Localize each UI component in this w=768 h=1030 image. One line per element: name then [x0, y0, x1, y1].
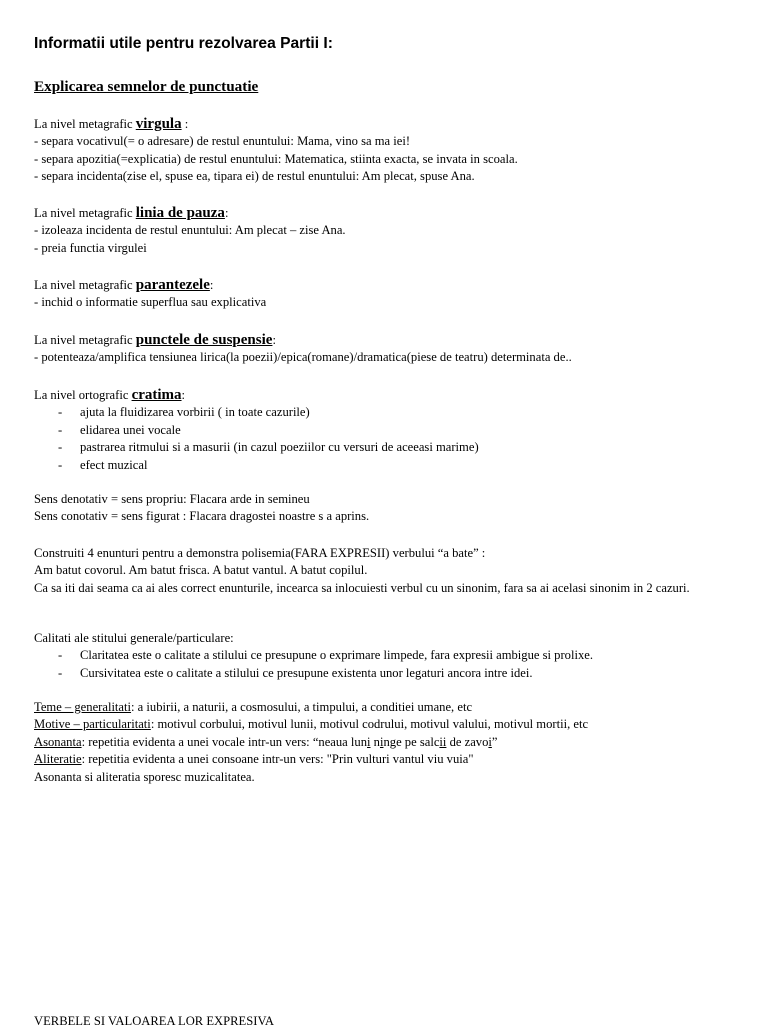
asonanta-text: : repetitia evidenta a unei vocale intr-un vers: “neaua lun [81, 734, 368, 749]
polisemie-line: Am batut covorul. Am batut frisca. A batut vantul. A batut copilul. [34, 563, 368, 578]
asonanta-vowel: i [379, 734, 384, 749]
motive-text: : motivul corbului, motivul lunii, motivul codrului, motivul valului, motivul mortii, etc [150, 717, 589, 732]
virgula-line: - separa apozitia(=explicatia) de restul enuntului: Matematica, stiinta exacta, se invata in scoala. [34, 151, 518, 166]
parantezele-line: - inchid o informatie superflua sau explicativa [34, 295, 267, 310]
teme-text: : a iubirii, a naturii, a cosmosului, a timpului, a conditiei umane, etc [131, 700, 473, 714]
next-section-title: VERBELE SI VALOAREA LOR EXPRESIVA [34, 1014, 275, 1028]
cratima-prefix: La nivel ortografic [34, 388, 132, 402]
aliteratie-line [34, 751, 759, 768]
linia-line: - preia functia virgulei [34, 240, 147, 255]
parantezele-heading [34, 277, 759, 294]
parantezele-section [34, 277, 759, 312]
virgula-line: - separa incidenta(zise el, spuse ea, tipara ei) de restul enuntului: Am plecat, spuse Ana. [34, 169, 475, 184]
linia-prefix: La nivel metagrafic [34, 206, 136, 220]
cratima-section [34, 387, 759, 474]
asonanta-vowel: i [367, 734, 371, 749]
aliteratie-text: : repetitia evidenta a unei consoane intr-un vers: "Prin vulturi vantul viu vuia" [81, 752, 474, 767]
linia-line: - izoleaza incidenta de restul enuntului: Am plecat – zise Ana. [34, 223, 346, 238]
motive-line [34, 716, 759, 733]
cratima-suffix: : [181, 388, 186, 402]
parantezele-prefix: La nivel metagrafic [34, 278, 136, 292]
list-item: - Claritatea este o calitate a stilului ce presupune o exprimare limpede, fara expresii ambigue si prolixe. [58, 647, 759, 664]
aliteratie-label: Aliteratie [34, 752, 82, 767]
virgula-suffix: : [181, 117, 189, 131]
linia-suffix: : [224, 206, 229, 220]
suspensie-prefix: La nivel metagrafic [34, 333, 136, 347]
suspensie-section [34, 332, 759, 367]
virgula-heading [34, 116, 759, 133]
cratima-list [34, 404, 759, 474]
document-title: Informatii utile pentru rezolvarea Partii I: [34, 35, 333, 52]
linia-term: linia de pauza [135, 205, 225, 221]
suspensie-line: - potenteaza/amplifica tensiunea lirica(la poezii)/epica(romane)/dramatica(piese de teatru) determinata de.. [34, 350, 572, 365]
polisemie-line: Ca sa iti dai seama ca ai ales correct enunturile, incearca sa inlocuiesti verbul cu un sinonim, fara sa ai acelasi sinonim in 2 cazuri. [34, 580, 690, 595]
virgula-line: - separa vocativul(= o adresare) de restul enuntului: Mama, vino sa ma iei! [34, 134, 411, 149]
teme-label: Teme – generalitati [34, 700, 132, 714]
list-item: - ajuta la fluidizarea vorbirii ( in toate cazurile) [58, 404, 759, 421]
asonanta-text: de zavo [446, 734, 489, 749]
parantezele-suffix: : [209, 278, 214, 292]
suspensie-heading [34, 332, 759, 349]
calitati-heading: Calitati ale stitului generale/particulare: [34, 631, 234, 645]
asonanta-text: ” [491, 734, 498, 749]
asonanta-line [34, 734, 759, 751]
concluzie-line: Asonanta si aliteratia sporesc muzicalitatea. [34, 769, 255, 784]
calitati-section [34, 630, 759, 682]
sens-conotativ: Sens conotativ = sens figurat : Flacara dragostei noastre s a aprins. [34, 509, 370, 524]
list-item: - elidarea unei vocale [58, 422, 759, 439]
polisemie-line: Construiti 4 enunturi pentru a demonstra polisemia(FARA EXPRESII) verbului “a bate” : [34, 546, 486, 560]
virgula-prefix: La nivel metagrafic [34, 117, 136, 131]
list-item: - pastrarea ritmului si a masurii (in cazul poeziilor cu versuri de aceeasi marime) [58, 439, 759, 456]
motive-label: Motive – particularitati [34, 717, 151, 732]
teme-line [34, 699, 759, 716]
sens-section [34, 491, 759, 526]
section-title: Explicarea semnelor de punctuatie [34, 78, 259, 95]
calitati-list [34, 647, 759, 682]
list-item: - efect muzical [58, 457, 759, 474]
asonanta-vowel: ii [439, 734, 447, 749]
virgula-term: virgula [135, 116, 182, 132]
list-item: - Cursivitatea este o calitate a stilului ce presupune existenta unor legaturi ancora intre idei. [58, 665, 759, 682]
sens-denotativ: Sens denotativ = sens propriu: Flacara arde in semineu [34, 492, 310, 506]
asonanta-vowel: i [488, 734, 492, 749]
suspensie-term: punctele de suspensie [135, 332, 273, 348]
asonanta-text: n [370, 734, 380, 749]
parantezele-term: parantezele [135, 277, 210, 293]
definitii-section [34, 699, 759, 786]
cratima-heading [34, 387, 759, 404]
cratima-term: cratima [131, 387, 182, 403]
polisemie-section [34, 545, 759, 597]
linia-section [34, 205, 759, 257]
suspensie-suffix: : [272, 333, 276, 347]
asonanta-label: Asonanta [34, 734, 82, 749]
virgula-section [34, 116, 759, 186]
linia-heading [34, 205, 759, 222]
asonanta-text: nge pe salc [383, 734, 440, 749]
